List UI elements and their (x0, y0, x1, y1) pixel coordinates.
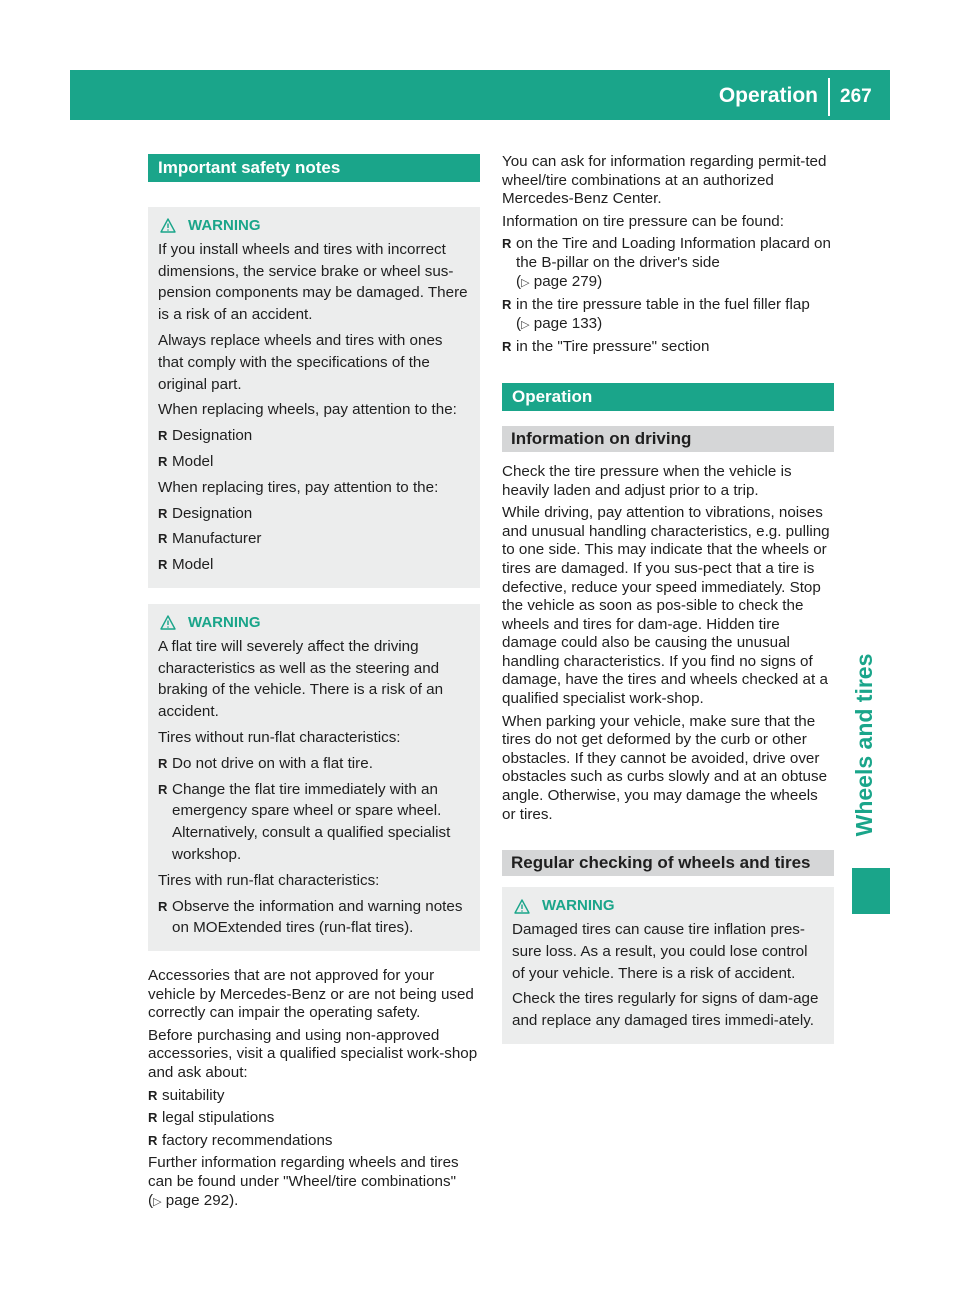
list-item (158, 779, 470, 866)
bullet-list (158, 896, 470, 940)
warning-text: Check the tires regularly for signs of dam-age and replace any damaged tires immedi-ately. (512, 990, 819, 1030)
body-text: Further information regarding wheels and tires can be found under "Wheel/tire combinations" (148, 1154, 459, 1191)
left-column (148, 154, 480, 1215)
warning-box (502, 887, 834, 1044)
bullet-icon: R (158, 557, 168, 573)
section-heading-operation: Operation (502, 383, 834, 411)
bullet-icon: R (158, 505, 168, 521)
body-paragraph: You can ask for information regarding permit-ted wheel/tire combinations at an authorized Mercedes-Benz Center. (502, 153, 827, 208)
page-reference-icon: ▷ (153, 1195, 162, 1208)
warning-label: WARNING (542, 897, 615, 915)
list-item-text: in the "Tire pressure" section (516, 338, 710, 356)
list-item (158, 554, 470, 576)
body-paragraph: Information on tire pressure can be found: (502, 212, 784, 230)
list-item (148, 1087, 480, 1106)
warning-text: If you install wheels and tires with incorrect dimensions, the service brake or wheel sus-pension components may be damaged. There is a risk of an accident. (158, 240, 468, 324)
warning-heading (158, 612, 470, 634)
bullet-list (502, 235, 834, 357)
list-item-text: legal stipulations (162, 1109, 275, 1127)
list-item-text: Do not drive on with a flat tire. (172, 754, 373, 772)
bullet-list (158, 753, 470, 866)
bullet-icon: R (502, 236, 512, 252)
bullet-icon: R (158, 755, 168, 771)
warning-text: Tires without run-flat characteristics: (158, 728, 401, 746)
bullet-icon: R (502, 339, 512, 355)
section-title: Operation (718, 84, 818, 107)
warning-text: When replacing wheels, pay attention to the: (158, 401, 457, 419)
page-reference-link[interactable]: page 279) (533, 272, 603, 290)
list-item (148, 1109, 480, 1128)
warning-box (148, 207, 480, 588)
page-reference-icon: ▷ (521, 276, 530, 289)
warning-triangle-icon (160, 615, 176, 630)
bullet-icon: R (158, 781, 168, 797)
bullet-icon: R (502, 297, 512, 313)
warning-label: WARNING (188, 613, 261, 631)
body-paragraph: Check the tire pressure when the vehicle is heavily laden and adjust prior to a trip. (502, 462, 792, 499)
section-heading-safety: Important safety notes (148, 154, 480, 182)
side-chapter-marker (852, 868, 890, 914)
list-item-text: Observe the information and warning notes on MOExtended tires (run-flat tires). (172, 897, 463, 937)
list-item-text: Model (172, 452, 214, 470)
page-reference-icon: ▷ (521, 318, 530, 331)
list-item: R on the Tire and Loading Information placard on the B-pillar on the driver's side (▷ page 279) (502, 235, 831, 290)
list-item (158, 503, 470, 525)
list-item (158, 753, 470, 775)
warning-triangle-icon (514, 899, 530, 914)
page-header (70, 70, 890, 120)
bullet-icon: R (148, 1132, 158, 1148)
warning-heading (158, 215, 470, 237)
body-paragraph: While driving, pay attention to vibrations, noises and unusual handling characteristics, e.g. pulling to one side. This may indicate that the wheels or tires are damaged. If you sus-pect that a tire is defective, reduce your speed immediately. Stop the vehicle as soon as pos-sible to check the wheels and tires for dam-age. Hidden tire damage could also be causing the unusual handling characteristics. If you find no signs of damage, have the tires and wheels checked at a qualified specialist work-shop. (502, 504, 830, 708)
list-item-text: on the Tire and Loading Information placard on the B-pillar on the driver's side (516, 235, 831, 271)
list-item (502, 338, 834, 357)
list-item-text: suitability (162, 1086, 225, 1104)
body-paragraph: When parking your vehicle, make sure that the tires do not get deformed by the curb or other obstacles. If they cannot be avoided, drive over obstacles such as curbs slowly and at an obtuse angle. Otherwise, you may damage the wheels or tires. (502, 712, 828, 823)
list-item-text: in the tire pressure table in the fuel filler flap (516, 296, 810, 314)
list-item (148, 1132, 480, 1151)
list-item (158, 896, 470, 940)
page-reference-link[interactable]: page 292). (165, 1191, 239, 1209)
list-item-text: Manufacturer (172, 530, 262, 548)
list-item (158, 451, 470, 473)
body-paragraph: Before purchasing and using non-approved accessories, visit a qualified specialist work-shop and ask about: (148, 1026, 478, 1082)
body-paragraph: Further information regarding wheels and tires can be found under "Wheel/tire combinations" (▷ page 292). (148, 1154, 459, 1209)
warning-text: Always replace wheels and tires with ones that comply with the specifications of the original part. (158, 331, 443, 393)
bullet-icon: R (158, 453, 168, 469)
warning-text: Damaged tires can cause tire inflation pres-sure loss. As a result, you could lose control of your vehicle. There is a risk of accident. (512, 921, 808, 982)
subsection-heading-driving: Information on driving (502, 426, 834, 452)
side-chapter-tab[interactable] (838, 630, 890, 860)
warning-box (148, 604, 480, 951)
list-item-text: Change the flat tire immediately with an emergency spare wheel or spare wheel. Alternatively, consult a qualified specialist workshop. (172, 780, 451, 863)
side-chapter-label: Wheels and tires (851, 653, 877, 837)
bullet-icon: R (158, 898, 168, 914)
warning-text: A flat tire will severely affect the driving characteristics as well as the steering and braking of the vehicle. There is a risk of an accident. (158, 637, 444, 721)
bullet-list (158, 425, 470, 473)
warning-triangle-icon (160, 218, 176, 233)
warning-label: WARNING (188, 217, 261, 234)
warning-text: When replacing tires, pay attention to the: (158, 478, 439, 496)
body-paragraph: Accessories that are not approved for your vehicle by Mercedes-Benz or are not being used correctly can impair the operating safety. (148, 967, 474, 1022)
bullet-icon: R (148, 1110, 158, 1126)
page-number: 267 (840, 86, 872, 107)
warning-heading (512, 895, 824, 917)
bullet-icon: R (158, 428, 168, 444)
warning-text: Tires with run-flat characteristics: (158, 871, 380, 889)
list-item-text: Designation (172, 427, 253, 445)
bullet-list (148, 1087, 480, 1151)
list-item: R in the tire pressure table in the fuel filler flap (▷ page 133) (502, 296, 810, 332)
list-item-text: factory recommendations (162, 1131, 333, 1149)
bullet-icon: R (158, 531, 168, 547)
list-item-text: Model (172, 556, 214, 574)
subsection-heading-checking: Regular checking of wheels and tires (502, 850, 834, 876)
right-column (502, 153, 834, 1060)
list-item-text: Designation (172, 504, 253, 522)
header-divider (828, 78, 830, 116)
bullet-list (158, 503, 470, 576)
bullet-icon: R (148, 1087, 158, 1103)
page-reference-link[interactable]: page 133) (533, 314, 603, 332)
list-item (158, 528, 470, 550)
list-item (158, 425, 470, 447)
